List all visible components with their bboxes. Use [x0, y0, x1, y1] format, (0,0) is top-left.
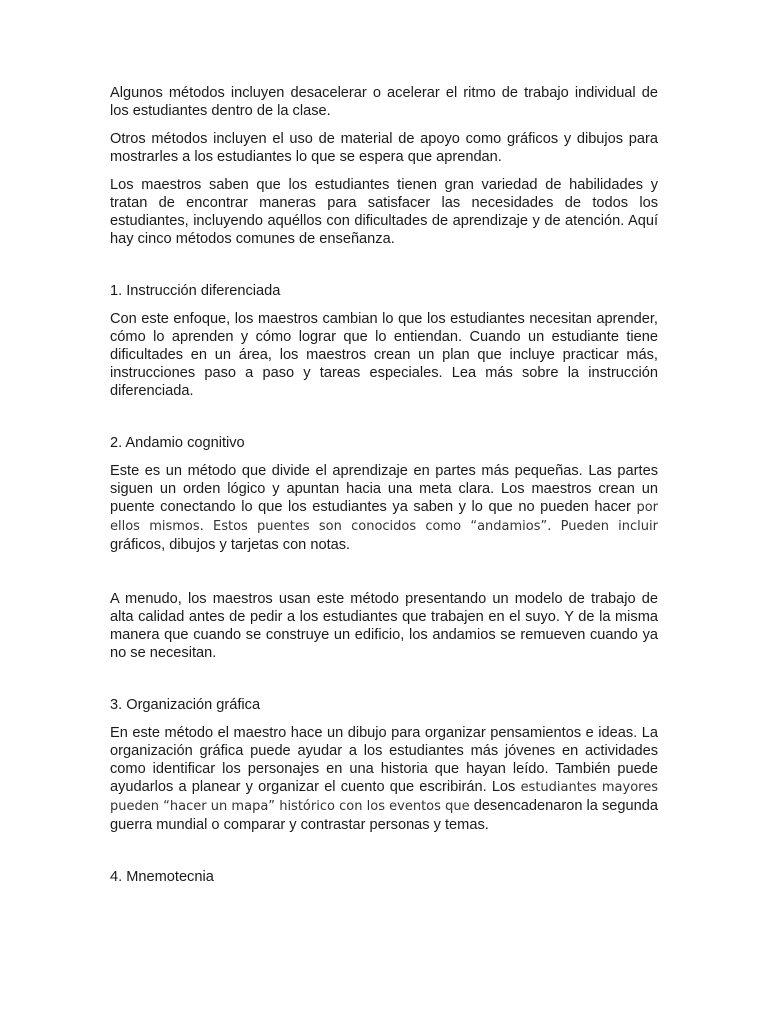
section-2-paragraph-1 — [110, 462, 658, 554]
section-2-heading: 2. Andamio cognitivo — [110, 435, 245, 451]
section-4-heading: 4. Mnemotecnia — [110, 869, 214, 885]
section-3-paragraph — [110, 724, 658, 834]
section-1-paragraph: Con este enfoque, los maestros cambian lo que los estudiantes necesitan aprender, cómo lo aprenden y cómo lograr que lo entiendan. Cuando un estudiante tiene dificultades en un área, los maestros crean un plan que incluye practicar más, instrucciones paso a paso y tareas especiales. Lea más sobre la instrucción diferenciada. — [110, 311, 658, 399]
document-body — [110, 84, 658, 896]
section-2-text-a: Este es un método que divide el aprendizaje en partes más pequeñas. Las partes siguen un orden lógico y apuntan hacia una meta clara. Los maestros crean un puente conectando lo que los estudiantes ya saben y lo que no pueden hacer — [110, 463, 658, 515]
section-3-text-a: En este método el maestro hace un dibujo para organizar pensamientos e ideas. La organización gráfica puede ayudar a los estudiantes más jóvenes en actividades como identificar los personajes en una historia que hayan leído. También puede ayudarlos a planear y organizar el cuento que escribirán. Los — [110, 725, 658, 795]
section-2-text-b: por ellos mismos. Estos puentes son conocidos como “andamios”. Pueden incluir — [110, 500, 658, 534]
section-1-heading: 1. Instrucción diferenciada — [110, 283, 281, 299]
intro-paragraph-3: Los maestros saben que los estudiantes tienen gran variedad de habilidades y tratan de encontrar maneras para satisfacer las necesidades de todos los estudiantes, incluyendo aquéllos con dificultades de aprendizaje y de atención. Aquí hay cinco métodos comunes de enseñanza. — [110, 177, 658, 247]
section-2-paragraph-2: A menudo, los maestros usan este método presentando un modelo de trabajo de alta calidad antes de pedir a los estudiantes que trabajen en el suyo. Y de la misma manera que cuando se construye un edificio, los andamios se remueven cuando ya no se necesitan. — [110, 591, 658, 661]
section-3-text-c: desencadenaron la segunda guerra mundial o comparar y contrastar personas y temas. — [110, 798, 658, 833]
section-3-text-b: estudiantes mayores pueden “hacer un mapa” histórico con los eventos que — [110, 780, 658, 814]
intro-paragraph-2: Otros métodos incluyen el uso de material de apoyo como gráficos y dibujos para mostrarles a los estudiantes lo que se espera que aprendan. — [110, 131, 658, 165]
section-2-text-c: gráficos, dibujos y tarjetas con notas. — [110, 537, 351, 553]
section-3-heading: 3. Organización gráfica — [110, 697, 261, 713]
intro-paragraph-1: Algunos métodos incluyen desacelerar o acelerar el ritmo de trabajo individual de los estudiantes dentro de la clase. — [110, 85, 658, 119]
